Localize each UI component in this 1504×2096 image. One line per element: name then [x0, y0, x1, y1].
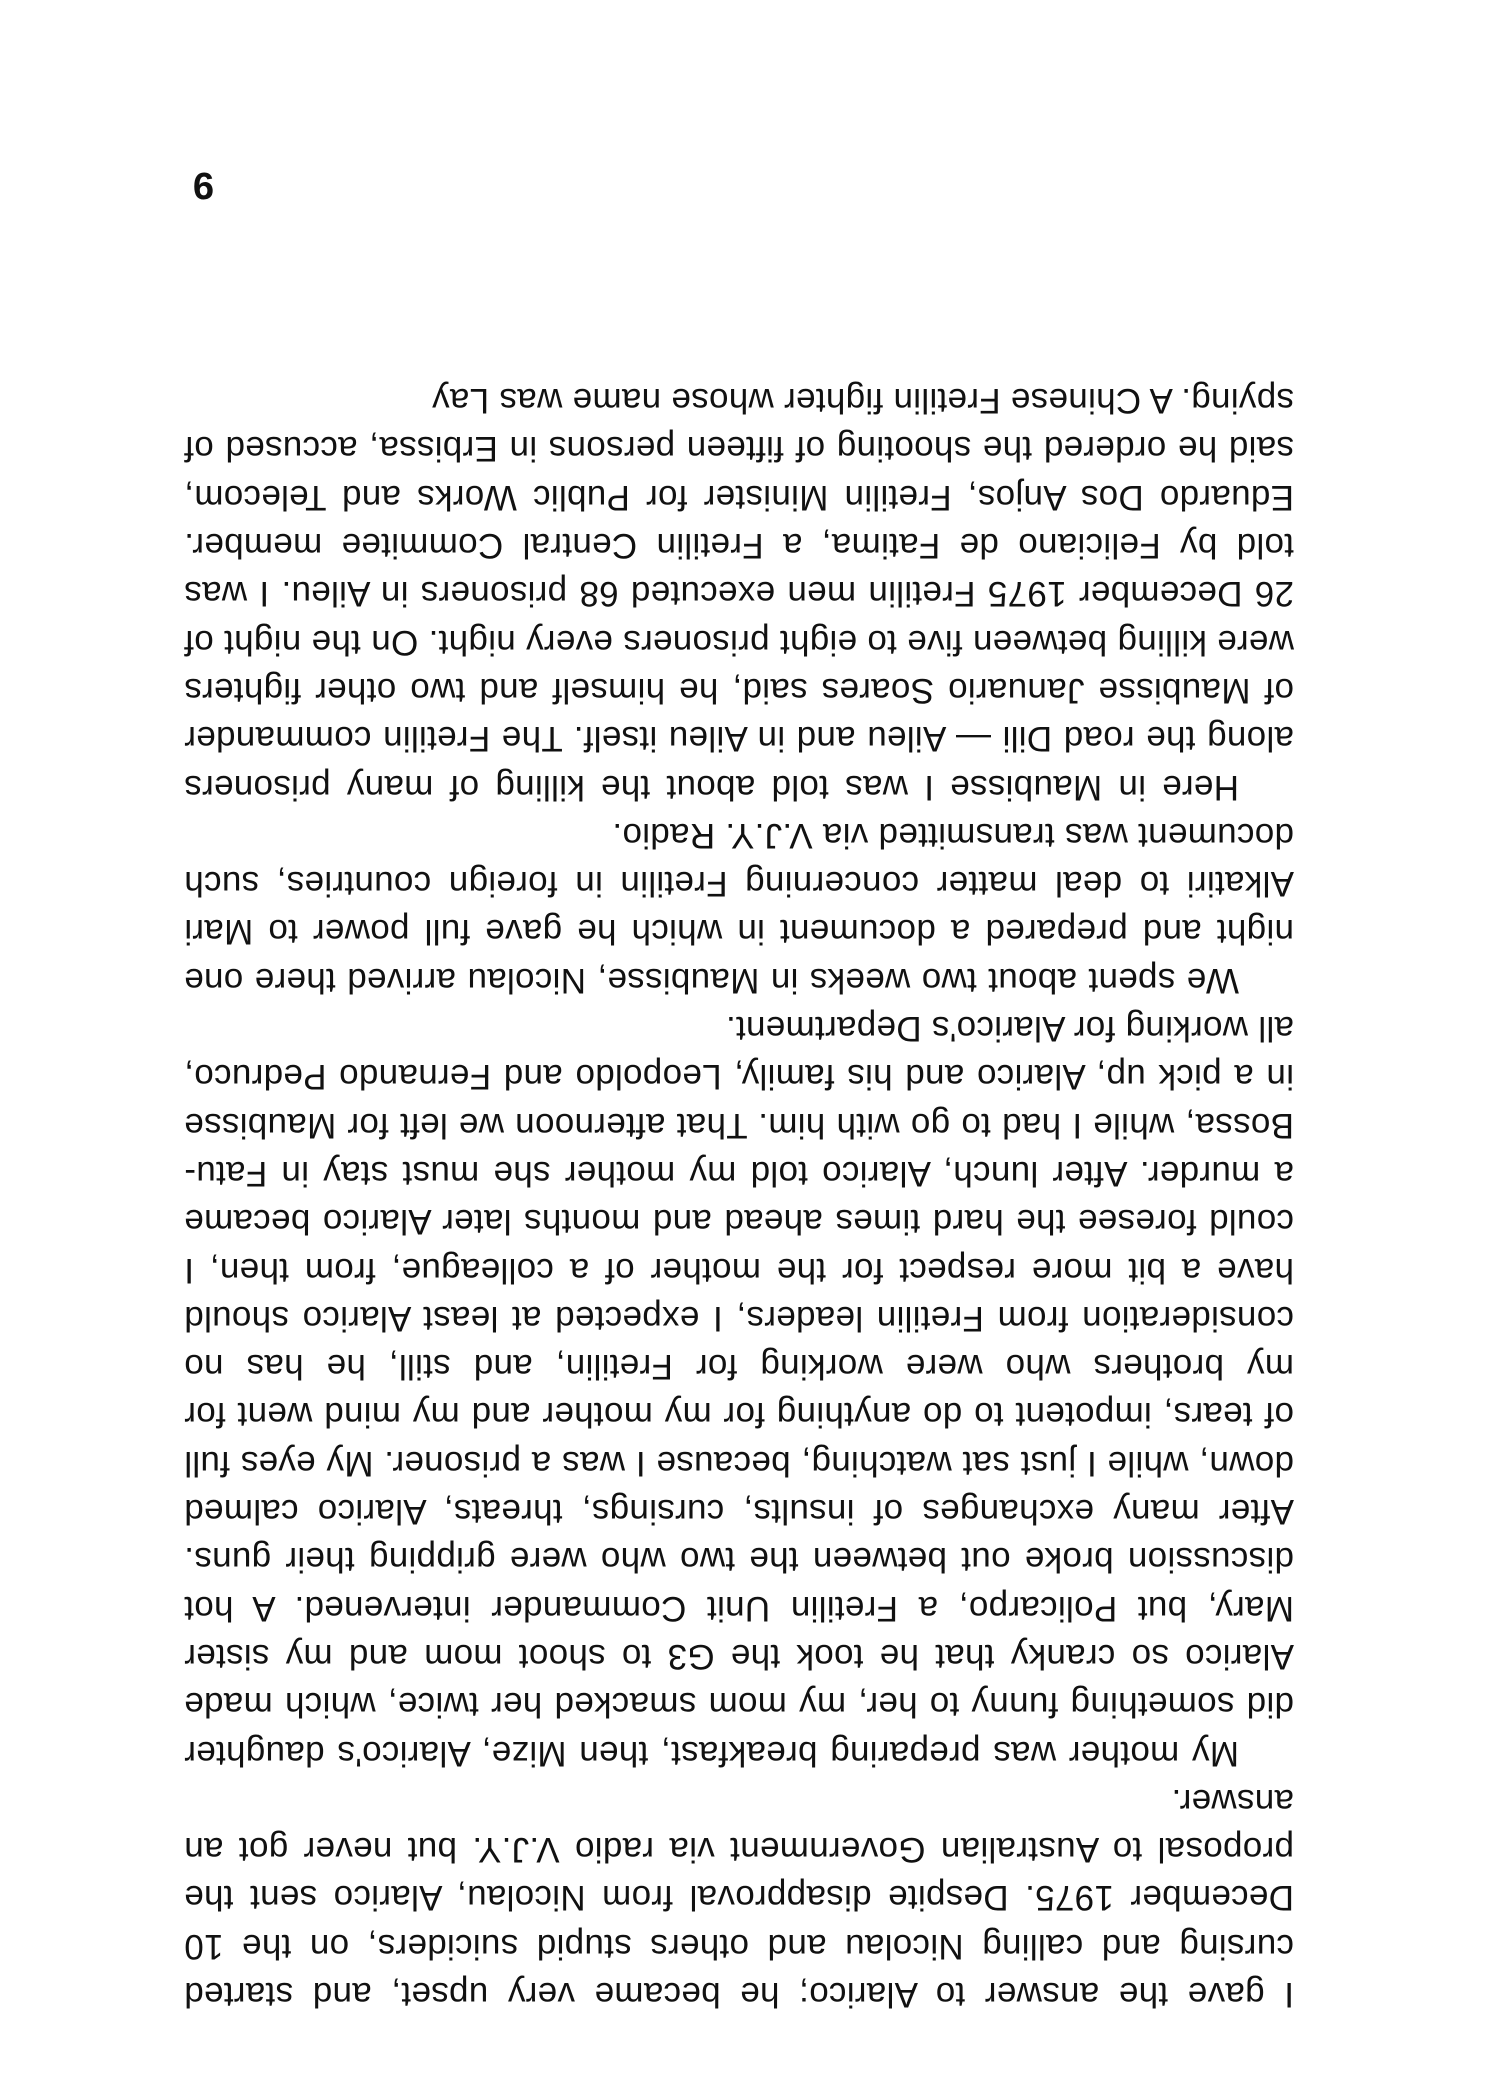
paragraph-2: My mother was preparing breakfast, then Mize, Alarico's daughter did something funny to her, my mom smacked her twice, which made Alarico so cranky that he took the G3 to shoot mom and my sister Mary, but Policarpo, a Fretilin Unit Commander intervened. A hot discussion broke out between the two who were gripping their guns. After many exchanges of insults, cursings, threats, Alarico calmed down, while I just sat watching, because I was a prisoner. My eyes full of tears, impotent to do anything for my mother and my mind went for my brothers who were working for Fretilin, and still, he has no consideration from Fretilin leaders, I expected at least Alarico should have a bit more respect for the mother of a colleague, from then, I could foresee the hard times ahead and months later Alarico became a murder. After lunch, Alarico told my mother she must stay in Fatu-Bossa, while I had to go with him. That afternoon we left for Maubisse in a pick up, Alarico and his family, Leopoldo and Fernando Pedruco, all working for Alarico's Department. [184, 1009, 1294, 1773]
paragraph-3: We spent about two weeks in Maubisse, Nicolau arrived there one night and prepared a document in which he gave full power to Mari Alkatiri to deal matter concerning Fretilin in foreign countries, such document was transmitted via V.J.Y. Radio. [184, 815, 1294, 1000]
paragraph-4: Here in Maubisse I was told about the killing of many prisoners along the road Dili — Aileu and in Aileu itself. The Fretilin commander of Maubisse Januario Soares said, he himself and two other fighters were killing between five to eight prisoners every night. On the night of 26 December 1975 Fretilin men executed 68 prisoners in Aileu. I was told by Feliciano de Fatima, a Fretilin Central Commitee member. Eduardo Dos Anjos, Fretilin Minister for Public Works and Telecom, said he ordered the shooting of fifteen persons in Erbissa, accused of spying. A Chinese Fretilin fighter whose name was Lay [184, 381, 1294, 807]
body-text [184, 376, 1294, 2018]
paragraph-1: I gave the answer to Alarico; he became very upset, and started cursing and calling Nicolau and others stupid suiciders, on the 10 December 1975. Despite disapproval from Nicolau, Alarico sent the proposal to Australian Government via radio V.J.Y. but never got an answer. [184, 1781, 1294, 2014]
page-number: 9 [192, 164, 214, 206]
